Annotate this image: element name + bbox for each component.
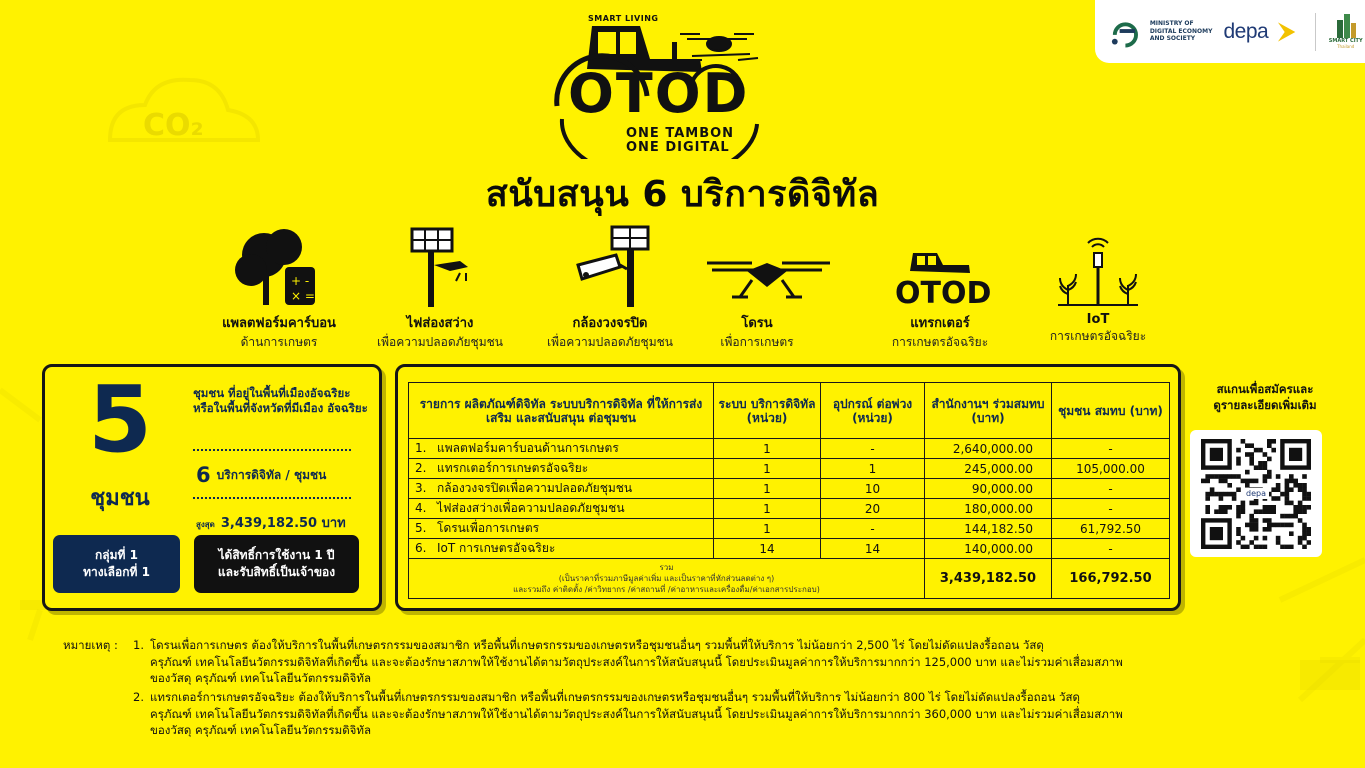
table-row: [409, 499, 1170, 519]
row-item-name: แพลตฟอร์มคาร์บอนด้านการเกษตร: [437, 441, 619, 455]
header-community: ชุมชน สมทบ (บาท): [1052, 383, 1170, 439]
table-row: [409, 519, 1170, 539]
service-streetlight: [355, 225, 525, 352]
community-condition: ชุมชน ที่อยู่ในพื้นที่เมืองอัจฉริยะ หรือในพื้นที่จังหวัดที่มีเมือง อัจฉริยะ: [193, 386, 368, 415]
total-label-cell: [409, 559, 925, 599]
max-budget: [196, 512, 346, 533]
row-item-name: โดรนเพื่อการเกษตร: [437, 521, 540, 535]
service-name: ไฟส่องสว่าง: [406, 316, 474, 331]
service-drone: [682, 225, 852, 352]
depa-wordmark: depa: [1223, 19, 1269, 43]
note-line: ของวัสดุ ครุภัณฑ์ เทคโนโลยีนวัตกรรมดิจิทัล: [150, 671, 372, 685]
cell-device: 10: [821, 479, 925, 499]
cell-item: [409, 539, 714, 559]
cell-agency: 180,000.00: [925, 499, 1052, 519]
logo-separator: [1315, 13, 1316, 51]
otod-tagline: SMART LIVING: [588, 14, 659, 23]
mdes-name: MINISTRY OF DIGITAL ECONOMY AND SOCIETY: [1149, 20, 1213, 43]
cell-item: [409, 479, 714, 499]
service-name: โดรน: [741, 316, 773, 331]
total-community: 166,792.50: [1052, 559, 1170, 599]
note-line: แทรกเตอร์การเกษตรอัจฉริยะ ต้องให้บริการในพื้นที่เกษตรกรรมของสมาชิก หรือพื้นที่เกษตรกรรมของเกษตรหรือชุมชนอื่นๆ รวมพื้นที่ให้บริการ ไม่น้อยกว่า 800 ไร่ โดยไม่ดัดแปลงรื้อถอน วัสดุ: [150, 690, 1080, 704]
cell-device: 14: [821, 539, 925, 559]
note-item: [133, 637, 1263, 687]
rights-line2: และรับสิทธิ์เป็นเจ้าของ: [217, 565, 336, 579]
solar-streetlight-icon: [390, 225, 490, 310]
divider: [193, 497, 351, 499]
cell-item: [409, 459, 714, 479]
service-count: [196, 463, 326, 487]
svg-text:× =: × =: [291, 289, 315, 303]
cell-agency: 144,182.50: [925, 519, 1052, 539]
service-count-number: 6: [196, 463, 211, 487]
cell-community: -: [1052, 539, 1170, 559]
smart-city-logo: [1326, 14, 1365, 49]
cell-system: 1: [714, 519, 821, 539]
drone-icon: [692, 225, 842, 310]
cell-system: 1: [714, 439, 821, 459]
table-row: [409, 459, 1170, 479]
rights-badge: [194, 535, 359, 593]
cell-system: 14: [714, 539, 821, 559]
service-sub: เพื่อความปลอดภัยชุมชน: [547, 335, 673, 349]
note-line: โดรนเพื่อการเกษตร ต้องให้บริการในพื้นที่เกษตรกรรมของสมาชิก หรือพื้นที่เกษตรกรรมของเกษตรหรือชุมชนอื่นๆ รวมพื้นที่ให้บริการ ไม่น้อยกว่า 2,500 ไร่ โดยไม่ดัดแปลงรื้อถอน วัสดุ: [150, 638, 1044, 652]
total-agency: 3,439,182.50: [925, 559, 1052, 599]
service-name: แทรกเตอร์: [910, 316, 970, 331]
note-number: 1.: [133, 638, 144, 652]
total-label: รวม: [659, 563, 674, 572]
partner-logos: [1095, 0, 1365, 63]
note-number: 2.: [133, 690, 144, 704]
budget-table: [408, 382, 1170, 599]
cell-device: 1: [821, 459, 925, 479]
divider: [193, 449, 351, 451]
service-tractor: [855, 225, 1025, 352]
service-sub: เพื่อความปลอดภัยชุมชน: [377, 335, 503, 349]
cell-agency: 140,000.00: [925, 539, 1052, 559]
row-number: 5.: [415, 521, 427, 535]
otod-line2: ONE DIGITAL: [626, 140, 730, 155]
cell-agency: 245,000.00: [925, 459, 1052, 479]
service-carbon-platform: [194, 225, 364, 352]
group-option-badge: [53, 535, 180, 593]
group-line2: ทางเลือกที่ 1: [83, 565, 150, 579]
service-iot: [1013, 225, 1183, 346]
total-note1: (เป็นราคาที่รวมภาษีมูลค่าเพิ่ม และเป็นราคาที่หักส่วนลดต่าง ๆ): [558, 574, 775, 583]
note-text: [150, 689, 1263, 739]
row-number: 6.: [415, 541, 427, 555]
iot-sensor-icon: [1048, 225, 1148, 310]
budget-table-wrap: [408, 382, 1170, 599]
row-item-name: แทรกเตอร์การเกษตรอัจฉริยะ: [437, 461, 589, 475]
service-sub: การเกษตรอัจฉริยะ: [1049, 329, 1147, 343]
cell-system: 1: [714, 479, 821, 499]
page-headline: สนับสนุน 6 บริการดิจิทัล: [485, 174, 880, 215]
header-device: อุปกรณ์ ต่อพ่วง (หน่วย): [821, 383, 925, 439]
table-row: [409, 439, 1170, 459]
cell-device: -: [821, 519, 925, 539]
row-number: 1.: [415, 441, 427, 455]
smart-city-building-icon: [1333, 14, 1359, 38]
cell-device: -: [821, 439, 925, 459]
cell-community: 105,000.00: [1052, 459, 1170, 479]
cell-agency: 2,640,000.00: [925, 439, 1052, 459]
table-header-row: [409, 383, 1170, 439]
qr-code[interactable]: [1190, 430, 1322, 557]
table-row: [409, 479, 1170, 499]
note-item: [133, 689, 1263, 739]
max-label: สูงสุด: [196, 520, 215, 529]
smart-city-sub: Thailand: [1337, 44, 1355, 49]
row-item-name: IoT การเกษตรอัจฉริยะ: [437, 541, 556, 555]
cell-item: [409, 519, 714, 539]
svg-text:OTOD: OTOD: [895, 276, 992, 310]
header-item: รายการ ผลิตภัณฑ์ดิจิทัล ระบบบริการดิจิทัล ที่ให้การส่งเสริม และสนับสนุน ต่อชุมชน: [409, 383, 714, 439]
rights-line1: ได้สิทธิ์การใช้งาน 1 ปี: [218, 548, 335, 562]
header-agency: สำนักงานฯ ร่วมสมทบ (บาท): [925, 383, 1052, 439]
row-number: 4.: [415, 501, 427, 515]
table-total-row: [409, 559, 1170, 599]
service-name: กล้องวงจรปิด: [572, 316, 648, 331]
qr-title-line2: ดูรายละเอียดเพิ่มเติม: [1213, 398, 1317, 412]
depa-chevron-icon: [1276, 20, 1297, 44]
tractor-icon: [885, 225, 995, 310]
cell-community: -: [1052, 479, 1170, 499]
smart-city-label: SMART CITY: [1328, 38, 1363, 44]
cell-item: [409, 499, 714, 519]
community-unit: ชุมชน: [90, 486, 150, 511]
svg-text:+ -: + -: [291, 274, 310, 288]
row-number: 2.: [415, 461, 427, 475]
cell-system: 1: [714, 499, 821, 519]
max-value: 3,439,182.50 บาท: [220, 516, 346, 531]
cell-community: 61,792.50: [1052, 519, 1170, 539]
service-sub: เพื่อการเกษตร: [720, 335, 794, 349]
cell-system: 1: [714, 459, 821, 479]
qr-title-line1: สแกนเพื่อสมัครและ: [1216, 382, 1314, 396]
row-item-name: ไฟส่องสว่างเพื่อความปลอดภัยชุมชน: [437, 501, 625, 515]
otod-line1: ONE TAMBON: [626, 126, 735, 141]
otod-wordmark: OTOD: [568, 62, 750, 125]
header-system: ระบบ บริการดิจิทัล (หน่วย): [714, 383, 821, 439]
note-line: ครุภัณฑ์ เทคโนโลยีนวัตกรรมดิจิทัลที่เกิดขึ้น และจะต้องรักษาสภาพให้ใช้งานได้ตามวัตถุประสงค์ในการให้สนับสนุนนี้ โดยประเมินมูลค่าการให้บริการมากกว่า 360,000 บาท และไม่รวมค่าเสื่อมสภาพ: [150, 706, 1123, 721]
co2-decoration-text: CO₂: [143, 108, 204, 143]
service-sub: ด้านการเกษตร: [240, 335, 318, 349]
note-text: [150, 637, 1263, 687]
qr-center-label: depa: [1243, 488, 1269, 499]
qr-title: [1195, 381, 1335, 413]
service-count-label: บริการดิจิทัล / ชุมชน: [216, 468, 327, 482]
otod-logo: [552, 14, 767, 159]
tree-platform-icon: [229, 225, 329, 310]
notes-label: หมายเหตุ :: [63, 638, 118, 652]
community-number: 5: [87, 366, 152, 473]
service-name: แพลตฟอร์มคาร์บอน: [222, 316, 336, 331]
cctv-camera-icon: [560, 225, 660, 310]
row-number: 3.: [415, 481, 427, 495]
total-note2: และรวมถึง ค่าติดตั้ง /ค่าวิทยากร /ค่าสถานที่ /ค่าอาหารและเครื่องดื่ม/ค่าเอกสารประกอบ): [513, 585, 820, 594]
service-sub: การเกษตรอัจฉริยะ: [891, 335, 989, 349]
table-row: [409, 539, 1170, 559]
group-line1: กลุ่มที่ 1: [95, 548, 138, 562]
note-line: ครุภัณฑ์ เทคโนโลยีนวัตกรรมดิจิทัลที่เกิดขึ้น และจะต้องรักษาสภาพให้ใช้งานได้ตามวัตถุประสงค์ในการให้สนับสนุนนี้ โดยประเมินมูลค่าการให้บริการมากกว่า 125,000 บาท และไม่รวมค่าเสื่อมสภาพ: [150, 654, 1123, 669]
mdes-logo-icon: [1109, 15, 1142, 49]
cell-community: -: [1052, 499, 1170, 519]
cell-device: 20: [821, 499, 925, 519]
cell-item: [409, 439, 714, 459]
cell-agency: 90,000.00: [925, 479, 1052, 499]
service-name: IoT: [1086, 312, 1110, 327]
cell-community: -: [1052, 439, 1170, 459]
row-item-name: กล้องวงจรปิดเพื่อความปลอดภัยชุมชน: [437, 481, 633, 495]
table-body: [409, 439, 1170, 559]
note-line: ของวัสดุ ครุภัณฑ์ เทคโนโลยีนวัตกรรมดิจิทัล: [150, 723, 372, 737]
